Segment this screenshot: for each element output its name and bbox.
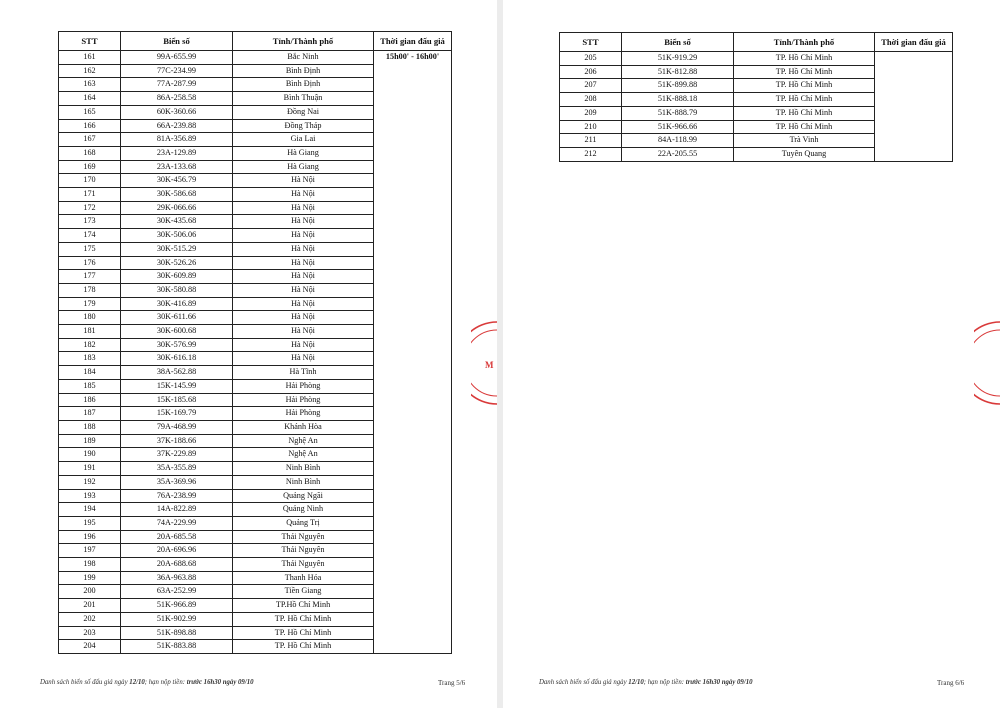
cell-stt: 196 [59,530,121,544]
cell-stt: 183 [59,352,121,366]
cell-province: TP. Hồ Chí Minh [734,93,875,107]
cell-province: Trà Vinh [734,134,875,148]
cell-stt: 190 [59,448,121,462]
plate-table-page-5 [58,31,452,654]
header-stt: STT [560,33,622,52]
footer-note: Danh sách biển số đấu giá ngày 12/10; hạn nộp tiền: trước 16h30 ngày 09/10 [539,679,753,686]
cell-province: Hà Nội [233,283,374,297]
cell-province: Hà Nội [233,297,374,311]
cell-province: Hà Nội [233,242,374,256]
cell-stt: 202 [59,612,121,626]
cell-plate: 22A-205.55 [622,147,734,161]
cell-province: Hải Phòng [233,379,374,393]
cell-province: Hà Nội [233,325,374,339]
cell-stt: 179 [59,297,121,311]
cell-province: TP. Hồ Chí Minh [734,106,875,120]
cell-province: TP. Hồ Chí Minh [734,120,875,134]
cell-stt: 200 [59,585,121,599]
cell-plate: 30K-580.88 [121,283,233,297]
footer-note: Danh sách biển số đấu giá ngày 12/10; hạn nộp tiền: trước 16h30 ngày 09/10 [40,679,254,686]
cell-province: Thái Nguyên [233,558,374,572]
table-header-row [560,33,953,52]
cell-stt: 181 [59,325,121,339]
cell-stt: 167 [59,133,121,147]
cell-plate: 30K-526.26 [121,256,233,270]
header-time: Thời gian đấu giá [875,33,953,52]
cell-province: Thái Nguyên [233,544,374,558]
cell-province: Hà Giang [233,146,374,160]
cell-plate: 30K-515.29 [121,242,233,256]
cell-stt: 204 [59,640,121,654]
cell-time-slot: 15h00' - 16h00' [374,51,452,654]
cell-plate: 14A-822.89 [121,503,233,517]
table-header-row [59,32,452,51]
cell-stt: 187 [59,407,121,421]
cell-stt: 182 [59,338,121,352]
cell-plate: 30K-616.18 [121,352,233,366]
cell-stt: 203 [59,626,121,640]
cell-plate: 51K-812.88 [622,65,734,79]
cell-stt: 191 [59,462,121,476]
cell-stt: 166 [59,119,121,133]
cell-plate: 30K-600.68 [121,325,233,339]
cell-stt: 169 [59,160,121,174]
cell-stt: 185 [59,379,121,393]
cell-province: Hà Giang [233,160,374,174]
cell-plate: 51K-883.88 [121,640,233,654]
cell-stt: 161 [59,51,121,65]
cell-plate: 35A-369.96 [121,475,233,489]
cell-province: Hà Nội [233,352,374,366]
red-seal-stamp-icon [471,318,497,408]
cell-plate: 51K-888.79 [622,106,734,120]
cell-stt: 188 [59,420,121,434]
cell-plate: 84A-118.99 [622,134,734,148]
cell-stt: 175 [59,242,121,256]
cell-plate: 30K-435.68 [121,215,233,229]
cell-stt: 208 [560,93,622,107]
cell-province: TP. Hồ Chí Minh [233,626,374,640]
cell-plate: 76A-238.99 [121,489,233,503]
cell-stt: 176 [59,256,121,270]
cell-province: Đồng Tháp [233,119,374,133]
cell-province: Quảng Trị [233,516,374,530]
cell-stt: 207 [560,79,622,93]
table-row [560,52,953,66]
cell-plate: 51K-966.89 [121,599,233,613]
cell-plate: 15K-145.99 [121,379,233,393]
cell-plate: 79A-468.99 [121,420,233,434]
cell-plate: 15K-185.68 [121,393,233,407]
cell-plate: 30K-576.99 [121,338,233,352]
cell-stt: 209 [560,106,622,120]
cell-stt: 206 [560,65,622,79]
cell-province: Hà Nội [233,188,374,202]
cell-stt: 170 [59,174,121,188]
cell-stt: 211 [560,134,622,148]
cell-plate: 51K-919.29 [622,52,734,66]
cell-time-slot [875,52,953,162]
cell-stt: 171 [59,188,121,202]
cell-plate: 63A-252.99 [121,585,233,599]
cell-plate: 36A-963.88 [121,571,233,585]
svg-text:M: M [485,360,494,370]
table-body [59,51,452,654]
cell-stt: 168 [59,146,121,160]
cell-province: Hà Nội [233,229,374,243]
cell-plate: 77C-234.99 [121,64,233,78]
cell-province: Ninh Bình [233,475,374,489]
header-stt: STT [59,32,121,51]
cell-stt: 174 [59,229,121,243]
cell-province: Quảng Ninh [233,503,374,517]
cell-plate: 30K-586.68 [121,188,233,202]
cell-province: TP. Hồ Chí Minh [734,79,875,93]
cell-plate: 81A-356.89 [121,133,233,147]
cell-province: Hà Nội [233,270,374,284]
cell-stt: 172 [59,201,121,215]
cell-province: TP. Hồ Chí Minh [734,52,875,66]
table-row [59,51,452,65]
cell-plate: 35A-355.89 [121,462,233,476]
cell-stt: 173 [59,215,121,229]
cell-plate: 29K-066.66 [121,201,233,215]
cell-plate: 20A-688.68 [121,558,233,572]
cell-province: Tiền Giang [233,585,374,599]
cell-province: Ninh Bình [233,462,374,476]
cell-stt: 205 [560,52,622,66]
cell-stt: 192 [59,475,121,489]
cell-province: Quảng Ngãi [233,489,374,503]
cell-province: Hà Nội [233,174,374,188]
page-5 [0,0,497,708]
cell-stt: 210 [560,120,622,134]
cell-stt: 201 [59,599,121,613]
red-seal-stamp-icon [974,318,1000,408]
cell-plate: 37K-188.66 [121,434,233,448]
cell-province: Nghệ An [233,448,374,462]
cell-plate: 38A-562.88 [121,366,233,380]
cell-stt: 162 [59,64,121,78]
cell-stt: 178 [59,283,121,297]
cell-plate: 66A-239.88 [121,119,233,133]
cell-stt: 194 [59,503,121,517]
cell-plate: 51K-899.88 [622,79,734,93]
cell-stt: 193 [59,489,121,503]
cell-province: TP. Hồ Chí Minh [233,640,374,654]
header-province: Tỉnh/Thành phố [734,33,875,52]
cell-province: Hải Phòng [233,393,374,407]
cell-province: Tuyên Quang [734,147,875,161]
cell-province: Hà Nội [233,311,374,325]
header-province: Tỉnh/Thành phố [233,32,374,51]
cell-plate: 30K-609.89 [121,270,233,284]
cell-province: Thái Nguyên [233,530,374,544]
cell-province: Đồng Nai [233,105,374,119]
header-time: Thời gian đấu giá [374,32,452,51]
cell-stt: 165 [59,105,121,119]
cell-stt: 184 [59,366,121,380]
cell-stt: 163 [59,78,121,92]
cell-plate: 51K-898.88 [121,626,233,640]
cell-province: Bình Thuận [233,92,374,106]
cell-province: Hà Nội [233,338,374,352]
cell-province: Bình Định [233,78,374,92]
cell-plate: 15K-169.79 [121,407,233,421]
cell-province: Hà Tĩnh [233,366,374,380]
cell-stt: 212 [560,147,622,161]
cell-plate: 99A-655.99 [121,51,233,65]
cell-province: TP. Hồ Chí Minh [734,65,875,79]
header-plate: Biển số [622,33,734,52]
cell-plate: 86A-258.58 [121,92,233,106]
cell-plate: 37K-229.89 [121,448,233,462]
table-body [560,52,953,162]
cell-province: Nghệ An [233,434,374,448]
cell-stt: 189 [59,434,121,448]
header-plate: Biển số [121,32,233,51]
cell-stt: 195 [59,516,121,530]
cell-stt: 197 [59,544,121,558]
cell-plate: 77A-287.99 [121,78,233,92]
cell-plate: 20A-696.96 [121,544,233,558]
cell-plate: 23A-133.68 [121,160,233,174]
cell-province: Thanh Hóa [233,571,374,585]
cell-plate: 51K-902.99 [121,612,233,626]
cell-stt: 164 [59,92,121,106]
cell-plate: 23A-129.89 [121,146,233,160]
cell-stt: 186 [59,393,121,407]
cell-province: TP. Hồ Chí Minh [233,612,374,626]
page-number: Trang 5/6 [438,679,466,687]
cell-plate: 51K-966.66 [622,120,734,134]
cell-stt: 198 [59,558,121,572]
page-number: Trang 6/6 [937,679,965,687]
cell-province: Bình Định [233,64,374,78]
cell-plate: 30K-506.06 [121,229,233,243]
cell-province: TP.Hồ Chí Minh [233,599,374,613]
cell-plate: 74A-229.99 [121,516,233,530]
cell-plate: 30K-416.89 [121,297,233,311]
cell-province: Gia Lai [233,133,374,147]
cell-stt: 199 [59,571,121,585]
cell-stt: 180 [59,311,121,325]
cell-province: Hà Nội [233,215,374,229]
cell-province: Khánh Hòa [233,420,374,434]
page-6 [503,0,1000,708]
cell-province: Hà Nội [233,201,374,215]
cell-plate: 30K-456.79 [121,174,233,188]
plate-table-page-6 [559,32,953,162]
cell-stt: 177 [59,270,121,284]
cell-province: Bắc Ninh [233,51,374,65]
cell-province: Hải Phòng [233,407,374,421]
cell-plate: 30K-611.66 [121,311,233,325]
cell-province: Hà Nội [233,256,374,270]
cell-plate: 60K-360.66 [121,105,233,119]
cell-plate: 51K-888.18 [622,93,734,107]
cell-plate: 20A-685.58 [121,530,233,544]
